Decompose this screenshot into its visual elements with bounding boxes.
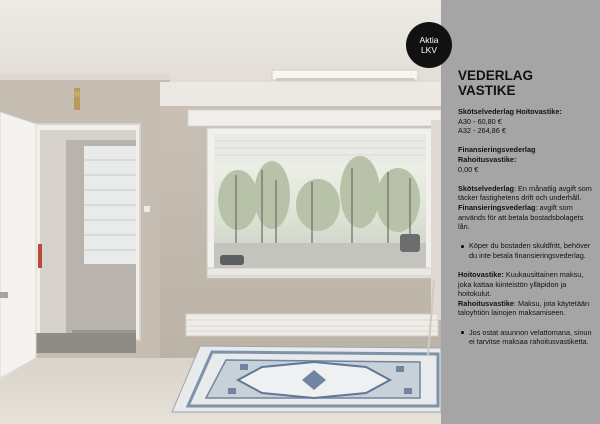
aktia-lkv-logo	[406, 22, 452, 68]
financing-value: 0,00 €	[458, 164, 479, 174]
spacer	[458, 174, 594, 184]
maintenance-title: Skötselvederlag Hoitovastike:	[458, 107, 562, 116]
financing-title-line-2: Rahoitusvastike:	[458, 154, 517, 164]
finnish-definition-1	[458, 270, 594, 299]
spacer	[458, 136, 594, 146]
heading-line-1: VEDERLAG	[458, 68, 534, 83]
swedish-bullet: Köper du bostaden skuldfritt, behöver du inte betala finansieringsvederlag.	[458, 241, 594, 260]
spacer	[458, 261, 594, 271]
finnish-term-2: Rahoitusvastike	[458, 298, 514, 308]
logo-line-2: LKV	[420, 45, 438, 55]
logo-line-1: Aktia	[419, 35, 439, 45]
finnish-text-1: Kuukausittainen maksu, joka kattaa kiinteistön ylläpidon ja hoitokulut.	[458, 270, 584, 299]
swedish-text-1: : En månatlig avgift som täcker fastighetens drift och underhåll.	[458, 183, 592, 203]
swedish-text-2: : avgift som används för att betala bostadsbolagets lån.	[458, 202, 584, 232]
panel-heading	[458, 68, 593, 98]
maintenance-row-a32: A32 - 264,86 €	[458, 126, 506, 136]
swedish-definition-1	[458, 184, 594, 203]
finnish-definition-2	[458, 299, 594, 318]
swedish-term-2: Finansieringsvederlag	[458, 202, 536, 212]
panel-content	[458, 107, 594, 347]
swedish-term-1: Skötselvederlag	[458, 183, 514, 193]
finnish-term-1: Hoitovastike:	[458, 270, 504, 280]
heading-line-2: VASTIKE	[458, 83, 516, 98]
spacer	[458, 318, 594, 328]
swedish-definition-2	[458, 203, 594, 232]
finnish-bullet: Jos ostat asunnon velattomana, sinun ei tarvitse maksaa rahoitusvastiketta.	[458, 328, 594, 347]
spacer	[458, 232, 594, 242]
financing-title-line-1: Finansieringsvederlag	[458, 145, 536, 155]
finnish-text-2: : Maksu, jota käytetään taloyhtiön lainojen maksamiseen.	[458, 298, 590, 318]
maintenance-row-a30: A30 - 60,80 €	[458, 116, 502, 126]
